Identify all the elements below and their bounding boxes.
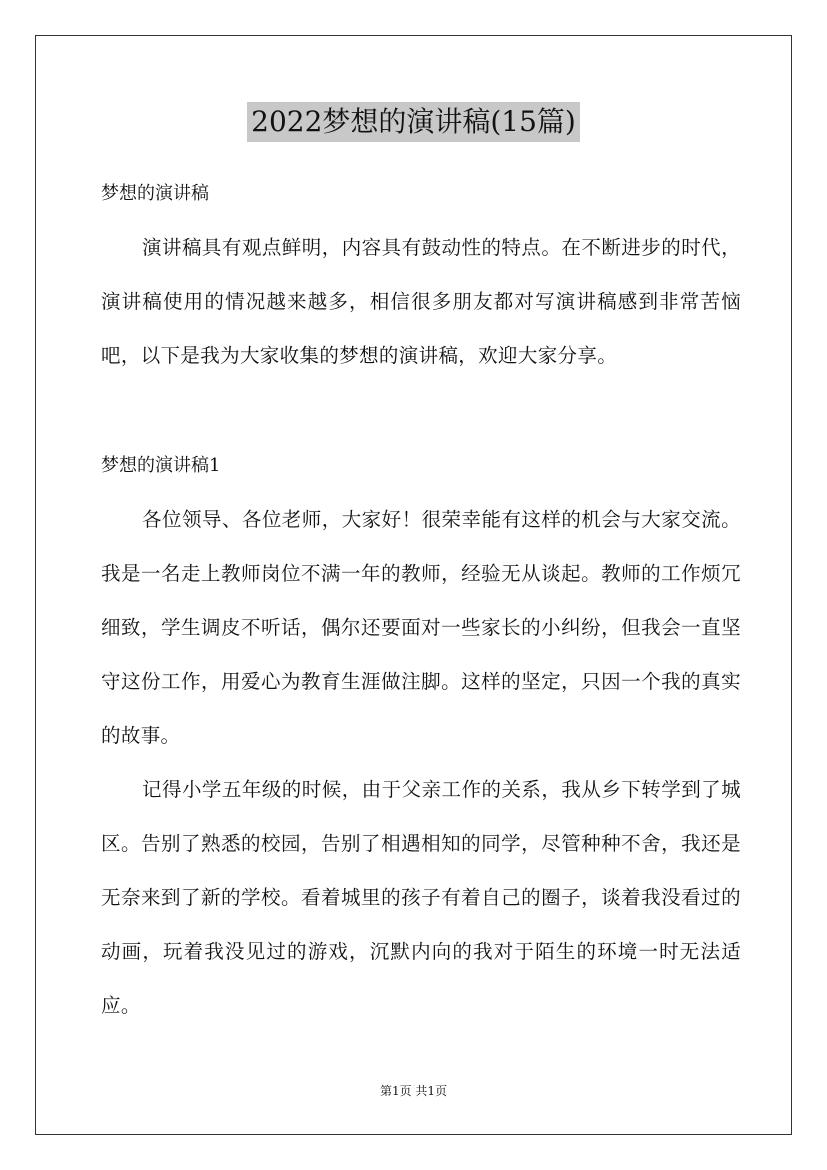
page-footer: 第1页 共1页 xyxy=(379,1084,448,1098)
intro-paragraph: 演讲稿具有观点鲜明，内容具有鼓动性的特点。在不断进步的时代，演讲稿使用的情况越来越多，相信很多朋友都对写演讲稿感到非常苦恼吧，以下是我为大家收集的梦想的演讲稿，欢迎大家分享。 xyxy=(101,236,741,367)
intro-heading: 梦想的演讲稿 xyxy=(101,183,209,204)
document-title: 2022梦想的演讲稿(15篇) xyxy=(247,102,580,142)
section1-paragraph-2: 记得小学五年级的时候，由于父亲工作的关系，我从乡下转学到了城区。告别了熟悉的校园，告别了相遇相知的同学，尽管种种不舍，我还是无奈来到了新的学校。看着城里的孩子有着自己的圈子，谈着我没看过的动画，玩着我没见过的游戏，沉默内向的我对于陌生的环境一时无法适应。 xyxy=(101,778,741,1017)
title-container xyxy=(0,102,827,142)
section1-heading: 梦想的演讲稿1 xyxy=(101,455,221,476)
section1-paragraph-1: 各位领导、各位老师，大家好！很荣幸能有这样的机会与大家交流。我是一名走上教师岗位不满一年的教师，经验无从谈起。教师的工作烦冗细致，学生调皮不听话，偶尔还要面对一些家长的小纠纷，但我会一直坚守这份工作，用爱心为教育生涯做注脚。这样的坚定，只因一个我的真实的故事。 xyxy=(101,508,741,747)
